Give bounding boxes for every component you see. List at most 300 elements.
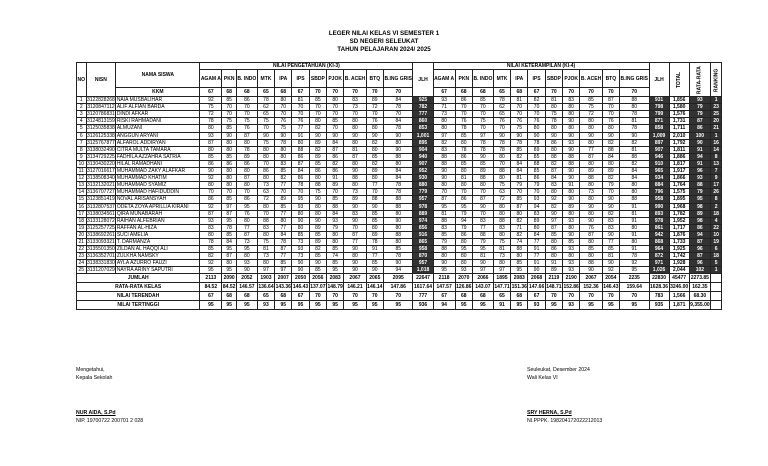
- score-k3: 85: [275, 260, 292, 267]
- summary-k4: 93: [528, 301, 545, 310]
- score-k3: 80: [309, 210, 326, 217]
- score-k4: 70: [528, 104, 545, 111]
- score-k3: 70: [236, 189, 257, 196]
- score-k3: 90: [309, 132, 326, 139]
- summary-total: 1,871: [669, 301, 689, 310]
- kkm-row: [77, 88, 722, 97]
- score-k4: 85: [455, 132, 472, 139]
- score-k3: 90: [344, 217, 366, 224]
- score-k3: 95: [222, 246, 237, 253]
- row-jlh-k4: 868: [649, 238, 669, 245]
- score-k4: 70: [472, 189, 493, 196]
- kkm-value: 70: [344, 88, 366, 97]
- score-k3: 87: [236, 175, 257, 182]
- row-no: 15: [78, 196, 85, 203]
- score-k4: 76: [493, 118, 510, 125]
- student-row: [77, 168, 722, 175]
- summary-k3: 95: [236, 301, 257, 310]
- row-jlh-k4: 799: [649, 111, 669, 118]
- score-k3: 88: [327, 203, 344, 210]
- score-k3: 93: [327, 217, 344, 224]
- score-k4: 87: [545, 224, 562, 231]
- row-nisn: 3122828268: [87, 97, 115, 104]
- score-k3: 80: [383, 139, 413, 146]
- row-nama: ODETA ZOYA APRILLIA KIRANI: [116, 203, 200, 210]
- score-k3: 90: [344, 132, 366, 139]
- score-k4: 90: [433, 168, 455, 175]
- score-k4: 85: [511, 196, 528, 203]
- score-k3: 90: [366, 267, 383, 274]
- score-k3: 80: [366, 125, 383, 132]
- score-k4: 90: [580, 132, 602, 139]
- score-k4: 91: [620, 203, 650, 210]
- score-k3: 89: [327, 182, 344, 189]
- score-k4: 76: [580, 224, 602, 231]
- student-row: [77, 111, 722, 118]
- score-k4: 80: [580, 118, 602, 125]
- score-k3: 90: [366, 132, 383, 139]
- row-total: 1,886: [669, 153, 689, 160]
- summary-k4: 94: [433, 301, 455, 310]
- score-k4: 88: [433, 246, 455, 253]
- score-k3: 70: [327, 125, 344, 132]
- score-k4: 88: [620, 97, 650, 104]
- score-k3: 90: [344, 203, 366, 210]
- score-k4: 92: [602, 267, 619, 274]
- score-k4: 91: [563, 182, 580, 189]
- score-k4: 90: [511, 132, 528, 139]
- score-k4: 80: [580, 253, 602, 260]
- score-k3: 70: [327, 189, 344, 196]
- row-no: 2: [77, 104, 87, 111]
- row-total: 1,866: [669, 175, 689, 182]
- score-k4: 72: [580, 111, 602, 118]
- row-jlh-k3: 870: [413, 253, 433, 260]
- row-rank: 16: [711, 139, 722, 146]
- score-k4: 95: [511, 267, 528, 274]
- summary-k3: 95: [309, 301, 326, 310]
- summary-label: NILAI TERENDAH: [77, 292, 200, 301]
- score-k3: 70: [257, 210, 274, 217]
- score-k4: 85: [433, 231, 455, 238]
- score-k4: 80: [620, 189, 650, 196]
- score-k4: 85: [580, 246, 602, 253]
- score-k3: 80: [366, 175, 383, 182]
- score-k3: 81: [257, 246, 274, 253]
- col-no: NO: [77, 63, 87, 97]
- score-k3: 85: [383, 246, 413, 253]
- kkm-value: 67: [200, 88, 222, 97]
- score-k4: 80: [493, 175, 510, 182]
- score-k4: 88: [563, 153, 580, 160]
- student-row: [77, 246, 722, 253]
- score-k4: 83: [563, 97, 580, 104]
- kkm-value: 68: [222, 88, 237, 97]
- score-k3: 87: [222, 253, 237, 260]
- score-k3: 89: [366, 97, 383, 104]
- teacher-title: Wali Kelas VI: [527, 375, 558, 381]
- score-k4: 75: [545, 111, 562, 118]
- score-k3: 80: [236, 168, 257, 175]
- score-k4: 97: [472, 132, 493, 139]
- col-jlh-k4: JLH: [649, 63, 669, 97]
- score-k3: 80: [200, 146, 222, 153]
- score-k3: 92: [200, 260, 222, 267]
- score-k3: 80: [309, 203, 326, 210]
- row-jlh-k4: 971: [649, 260, 669, 267]
- score-k3: 85: [327, 260, 344, 267]
- score-k3: 80: [344, 253, 366, 260]
- summary-k3: 93: [257, 301, 274, 310]
- principal-title: Kepala Sekolah: [76, 375, 113, 381]
- score-k4: 95: [433, 203, 455, 210]
- score-k4: 80: [580, 182, 602, 189]
- score-k3: 76: [366, 118, 383, 125]
- row-total: 1,742: [669, 253, 689, 260]
- kkm-value: 70: [580, 88, 602, 97]
- row-rank: 13: [711, 160, 722, 167]
- summary-rank: [711, 274, 722, 283]
- score-k3: 78: [383, 189, 413, 196]
- score-k4: 84: [511, 160, 528, 167]
- row-total: 2,044: [669, 267, 689, 274]
- row-jlh-k3: 916: [413, 231, 433, 238]
- score-k3: 77: [275, 182, 292, 189]
- score-k4: 70: [528, 189, 545, 196]
- kkm-value: 70: [383, 88, 413, 97]
- score-k3: 86: [292, 153, 309, 160]
- score-k4: 80: [433, 182, 455, 189]
- score-k4: 80: [563, 210, 580, 217]
- row-rata: 94: [689, 153, 710, 160]
- row-nisn: 3131207029: [87, 267, 115, 274]
- score-k4: 82: [511, 153, 528, 160]
- principal-nip: NIP. 19700722 200701 2 028: [76, 418, 144, 424]
- score-k3: 85: [309, 267, 326, 274]
- score-k4: 87: [580, 153, 602, 160]
- summary-k3: 2065: [366, 274, 383, 283]
- score-k3: 80: [383, 238, 413, 245]
- row-nisn: 3138692261: [87, 231, 115, 238]
- score-k4: 89: [528, 217, 545, 224]
- row-rank: 26: [711, 189, 722, 196]
- score-k3: 85: [222, 196, 237, 203]
- score-k3: 82: [309, 125, 326, 132]
- summary-k3: 95: [222, 301, 237, 310]
- subject-k3: B.ING GRIS: [383, 70, 413, 88]
- score-k3: 75: [236, 118, 257, 125]
- teacher-name: SRY HERNA, S.Pd: [527, 410, 572, 416]
- score-k3: 70: [327, 104, 344, 111]
- score-k3: 80: [275, 146, 292, 153]
- score-k3: 77: [344, 238, 366, 245]
- score-k4: 83: [602, 217, 619, 224]
- subject-k4: IPS: [528, 70, 545, 88]
- score-k4: 80: [545, 146, 562, 153]
- row-jlh-k3: 957: [413, 196, 433, 203]
- score-k4: 90: [563, 196, 580, 203]
- score-k4: 80: [580, 160, 602, 167]
- score-k4: 90: [563, 118, 580, 125]
- row-nisn: 3125257725: [87, 224, 115, 231]
- score-k4: 85: [472, 97, 493, 104]
- summary-k4: 152.36: [580, 283, 602, 292]
- score-k4: 97: [493, 267, 510, 274]
- score-k3: 80: [257, 146, 274, 153]
- score-k4: 82: [620, 160, 650, 167]
- summary-k3: 146.43: [292, 284, 309, 291]
- kkm-value: 67: [433, 88, 455, 97]
- score-k3: 78: [275, 139, 292, 146]
- row-rank: 17: [711, 182, 722, 189]
- score-k4: 81: [433, 210, 455, 217]
- score-k4: 91: [545, 260, 562, 267]
- subject-k4: PKN: [455, 70, 472, 88]
- row-jlh-k3: 930: [413, 175, 433, 182]
- score-k4: 80: [580, 210, 602, 217]
- score-k4: 75: [511, 125, 528, 132]
- subject-k4: SBDP: [545, 70, 562, 88]
- score-k3: 89: [309, 153, 326, 160]
- score-k3: 95: [327, 267, 344, 274]
- score-k3: 80: [292, 224, 309, 231]
- row-nama: RAFFAN AL-HIZA: [116, 224, 200, 231]
- score-k3: 93: [200, 217, 222, 224]
- score-k4: 95: [433, 267, 455, 274]
- score-k4: 80: [472, 182, 493, 189]
- row-rank: 9: [711, 175, 722, 182]
- score-k3: 85: [366, 217, 383, 224]
- score-k4: 86: [455, 196, 472, 203]
- kkm-value: 65: [257, 88, 274, 97]
- score-k3: 75: [309, 189, 326, 196]
- summary-row: [77, 292, 722, 301]
- subject-k4: IPA: [511, 70, 528, 88]
- summary-k3: 137.07: [310, 284, 326, 291]
- score-k4: 81: [620, 146, 650, 153]
- student-row: [77, 104, 722, 111]
- score-k4: 90: [602, 132, 619, 139]
- score-k3: 80: [236, 182, 257, 189]
- student-row: [77, 267, 722, 274]
- row-total: 1,917: [669, 168, 689, 175]
- score-k4: 90: [602, 203, 619, 210]
- student-row: [77, 253, 722, 260]
- row-rata: 96: [689, 246, 710, 253]
- score-k4: 89: [472, 168, 493, 175]
- score-k4: 95: [620, 267, 650, 274]
- score-k4: 89: [602, 168, 619, 175]
- score-k4: 83: [493, 224, 510, 231]
- score-k3: 89: [236, 153, 257, 160]
- summary-k4: 2054: [602, 274, 619, 283]
- score-k4: 81: [493, 246, 510, 253]
- score-k4: 71: [433, 104, 455, 111]
- score-k4: 90: [433, 175, 455, 182]
- row-no: 8: [77, 146, 87, 153]
- col-nama: NAMA SISWA: [116, 63, 200, 88]
- score-k4: 90: [563, 146, 580, 153]
- score-k3: 80: [275, 153, 292, 160]
- summary-rata: 2273.85: [690, 275, 709, 282]
- row-no: 17: [78, 210, 85, 217]
- row-rata: 98: [689, 217, 710, 224]
- score-k3: 90: [309, 196, 326, 203]
- score-k3: 97: [275, 267, 292, 274]
- summary-k3: 95: [275, 301, 292, 310]
- score-k4: 80: [620, 224, 650, 231]
- kkm-value: 70: [545, 88, 562, 97]
- row-jlh-k4: 861: [649, 224, 669, 231]
- row-rank: 4: [711, 217, 722, 224]
- principal-block: [76, 366, 143, 425]
- row-no: 24: [78, 260, 85, 267]
- score-k3: 95: [236, 203, 257, 210]
- score-k3: 80: [309, 118, 326, 125]
- summary-jlh-k3: 22647: [413, 274, 433, 283]
- row-jlh-k4: 965: [649, 168, 669, 175]
- score-k3: 82: [200, 253, 222, 260]
- student-row: [77, 160, 722, 167]
- score-k3: 76: [236, 125, 257, 132]
- row-no: 10: [78, 160, 85, 167]
- score-k3: 85: [222, 153, 237, 160]
- score-k4: 77: [580, 146, 602, 153]
- score-k4: 91: [528, 260, 545, 267]
- row-nisn: 3136352701: [87, 253, 115, 260]
- subject-k3: MTK: [257, 70, 274, 88]
- summary-k4: 151.36: [511, 284, 527, 291]
- score-k4: 82: [433, 139, 455, 146]
- score-k4: 84: [620, 168, 650, 175]
- score-k4: 85: [528, 168, 545, 175]
- score-k3: 95: [222, 267, 237, 274]
- row-jlh-k4: 871: [649, 118, 669, 125]
- score-k4: 93: [563, 217, 580, 224]
- row-no: 6: [77, 132, 87, 139]
- score-k3: 80: [222, 168, 237, 175]
- summary-k4: 1895: [493, 274, 510, 283]
- kkm-value: 70: [309, 88, 326, 97]
- score-k4: 80: [433, 253, 455, 260]
- score-k3: 77: [275, 224, 292, 231]
- score-k3: 86: [236, 160, 257, 167]
- score-k4: 81: [602, 253, 619, 260]
- row-total: 1,952: [669, 217, 689, 224]
- score-k3: 90: [327, 132, 344, 139]
- score-k3: 78: [383, 253, 413, 260]
- score-k4: 78: [472, 139, 493, 146]
- score-k3: 78: [383, 182, 413, 189]
- score-k4: 95: [472, 246, 493, 253]
- score-k4: 80: [602, 160, 619, 167]
- row-rata: 86: [689, 125, 710, 132]
- row-no: 14: [78, 189, 85, 196]
- student-row: [77, 260, 722, 267]
- score-k3: 85: [366, 153, 383, 160]
- subject-k4: B.ING GRIS: [620, 70, 650, 88]
- score-k3: 90: [292, 267, 309, 274]
- score-k3: 85: [275, 203, 292, 210]
- score-k3: 85: [309, 253, 326, 260]
- score-k3: 85: [309, 97, 326, 104]
- row-jlh-k4: 978: [649, 217, 669, 224]
- row-total: 1,711: [669, 125, 689, 132]
- score-k3: 84: [327, 139, 344, 146]
- row-nama: MUHAMMAD HAFIDUDDIN: [116, 189, 200, 196]
- score-k3: 93: [292, 246, 309, 253]
- score-k3: 80: [292, 139, 309, 146]
- score-k3: 70: [366, 189, 383, 196]
- kkm-value: 70: [563, 88, 580, 97]
- score-k4: 70: [511, 111, 528, 118]
- score-k3: 75: [200, 104, 222, 111]
- score-k3: 85: [222, 97, 237, 104]
- score-k3: 86: [309, 168, 326, 175]
- score-k4: 83: [528, 210, 545, 217]
- row-jlh-k4: 964: [649, 246, 669, 253]
- score-k3: 89: [275, 196, 292, 203]
- score-k3: 86: [236, 196, 257, 203]
- score-k4: 78: [620, 253, 650, 260]
- row-rata: 79: [689, 189, 710, 196]
- score-k4: 84: [545, 175, 562, 182]
- row-rank: 18: [711, 253, 722, 260]
- row-total: 1,817: [669, 160, 689, 167]
- row-nisn: 3138508340: [87, 175, 115, 182]
- score-k3: 87: [236, 231, 257, 238]
- score-k4: 85: [472, 160, 493, 167]
- score-k4: 97: [545, 217, 562, 224]
- summary-label: NILAI TERTINGGI: [77, 301, 200, 310]
- row-total: 1,925: [669, 246, 689, 253]
- score-k4: 79: [602, 182, 619, 189]
- score-k4: 80: [511, 210, 528, 217]
- summary-k4: 152.86: [563, 284, 579, 291]
- score-k3: 80: [222, 139, 237, 146]
- summary-rank: [711, 301, 722, 310]
- score-k3: 84: [222, 238, 237, 245]
- score-k4: 90: [528, 267, 545, 274]
- score-k3: 80: [383, 160, 413, 167]
- row-total: 1,733: [669, 238, 689, 245]
- score-k4: 93: [563, 260, 580, 267]
- score-k3: 90: [292, 217, 309, 224]
- summary-k3: 84.52: [222, 284, 236, 291]
- summary-k4: 93: [563, 301, 580, 310]
- row-rank: 23: [711, 104, 722, 111]
- row-jlh-k3: 925: [413, 97, 433, 104]
- score-k3: 94: [383, 267, 413, 274]
- score-k3: 88: [383, 153, 413, 160]
- score-k3: 86: [292, 175, 309, 182]
- summary-jlh-k3: 777: [413, 292, 433, 301]
- row-nisn: 3124813159: [87, 118, 115, 125]
- score-k4: 78: [493, 139, 510, 146]
- score-k3: 78: [257, 97, 274, 104]
- score-k3: 89: [309, 238, 326, 245]
- score-k4: 82: [602, 175, 619, 182]
- score-k3: 73: [292, 253, 309, 260]
- summary-k4: 95: [511, 301, 528, 310]
- row-no: 5: [77, 125, 87, 132]
- row-jlh-k3: 940: [413, 153, 433, 160]
- score-k4: 84: [602, 153, 619, 160]
- score-k4: 86: [455, 153, 472, 160]
- score-k3: 70: [309, 104, 326, 111]
- summary-k4: 68: [511, 292, 528, 301]
- score-k4: 80: [580, 196, 602, 203]
